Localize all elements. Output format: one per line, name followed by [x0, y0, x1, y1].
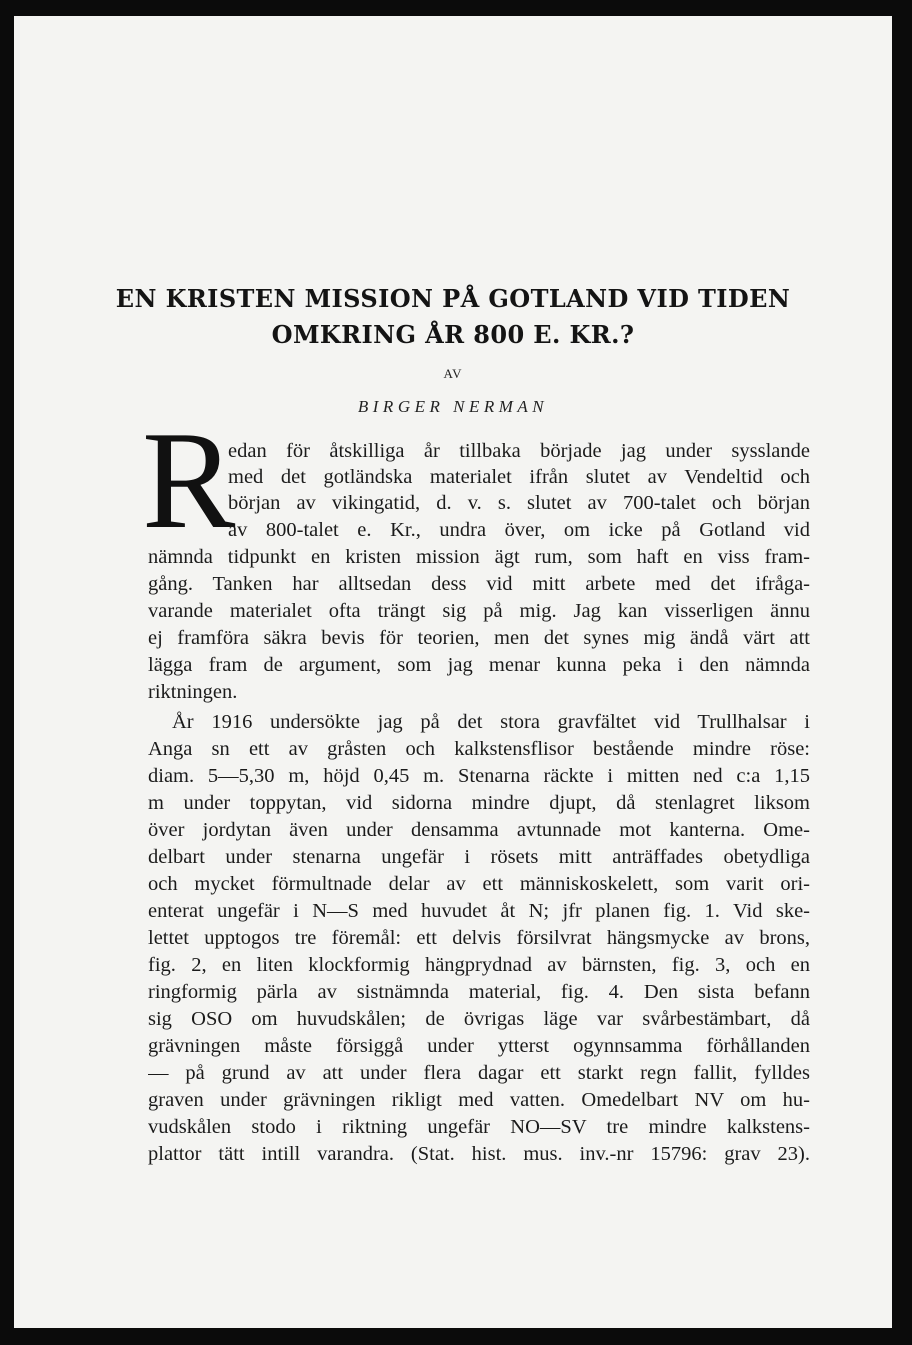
drop-cap: R: [142, 403, 236, 558]
byline: AV: [443, 366, 463, 381]
paragraph-2-line: plattor tätt intill varandra. (Stat. hist. mus. inv.-nr 15796: grav 23).: [148, 1143, 810, 1165]
paragraph-1-line: gång. Tanken har alltsedan dess vid mitt arbete med det ifråga-: [148, 573, 810, 595]
paragraph-2-line: lettet upptogos tre föremål: ett delvis försilvrat hängsmycke av brons,: [148, 927, 810, 949]
paragraph-2-line: diam. 5—5,30 m, höjd 0,45 m. Stenarna räckte i mitten ned c:a 1,15: [148, 765, 810, 787]
paragraph-1-line: varande materialet ofta trängt sig på mig. Jag kan visserligen ännu: [148, 600, 810, 622]
paragraph-2-line: delbart under stenarna ungefär i rösets mitt anträffades obetydliga: [148, 846, 810, 868]
paragraph-1-line: riktningen.: [148, 681, 238, 703]
paragraph-2-line: Anga sn ett av gråsten och kalkstensflisor bestående mindre röse:: [148, 738, 810, 760]
article-title-line-2: OMKRING ÅR 800 E. KR.?: [271, 320, 635, 349]
article-title-line-1: EN KRISTEN MISSION PÅ GOTLAND VID TIDEN: [115, 284, 791, 313]
paragraph-1-line: lägga fram de argument, som jag menar kunna peka i den nämnda: [148, 654, 810, 676]
paragraph-2-line: graven under grävningen rikligt med vatten. Omedelbart NV om hu-: [148, 1089, 810, 1111]
author-name: BIRGER NERMAN: [357, 397, 549, 416]
paragraph-2-line: ringformig pärla av sistnämnda material, fig. 4. Den sista befann: [148, 981, 810, 1003]
paragraph-2-line: över jordytan även under densamma avtunnade mot kanterna. Ome-: [148, 819, 810, 841]
paragraph-1-line: nämnda tidpunkt en kristen mission ägt rum, som haft en viss fram-: [148, 546, 810, 568]
paragraph-2-line: sig OSO om huvudskålen; de övrigas läge var svårbestämbart, då: [148, 1008, 810, 1030]
paragraph-2-line: enterat ungefär i N—S med huvudet åt N; jfr planen fig. 1. Vid ske-: [148, 900, 810, 922]
paragraph-1-line: med det gotländska materialet ifrån slutet av Vendeltid och: [228, 466, 810, 488]
paragraph-2-line: vudskålen stodo i riktning ungefär NO—SV tre mindre kalkstens-: [148, 1116, 810, 1138]
paragraph-1-line: början av vikingatid, d. v. s. slutet av 700-talet och början: [228, 492, 810, 514]
paragraph-1-line: edan för åtskilliga år tillbaka började jag under sysslande: [228, 440, 810, 462]
book-page: [14, 16, 892, 1328]
paragraph-2-line: fig. 2, en liten klockformig hängprydnad av bärnsten, fig. 3, och en: [148, 954, 810, 976]
paragraph-2-line: grävningen måste försiggå under ytterst ogynnsamma förhållanden: [148, 1035, 810, 1057]
paragraph-2-line: — på grund av att under flera dagar ett starkt regn fallit, fylldes: [148, 1062, 810, 1084]
paragraph-2-line: m under toppytan, vid sidorna mindre djupt, då stenlagret liksom: [148, 792, 810, 814]
paragraph-2-line: och mycket förmultnade delar av ett människoskelett, som varit ori-: [148, 873, 810, 895]
paragraph-1-line: ej framföra säkra bevis för teorien, men det synes mig ändå värt att: [148, 627, 810, 649]
paragraph-1-line: av 800-talet e. Kr., undra över, om icke på Gotland vid: [228, 519, 810, 541]
paragraph-2-line: År 1916 undersökte jag på det stora gravfältet vid Trullhalsar i: [172, 711, 810, 733]
